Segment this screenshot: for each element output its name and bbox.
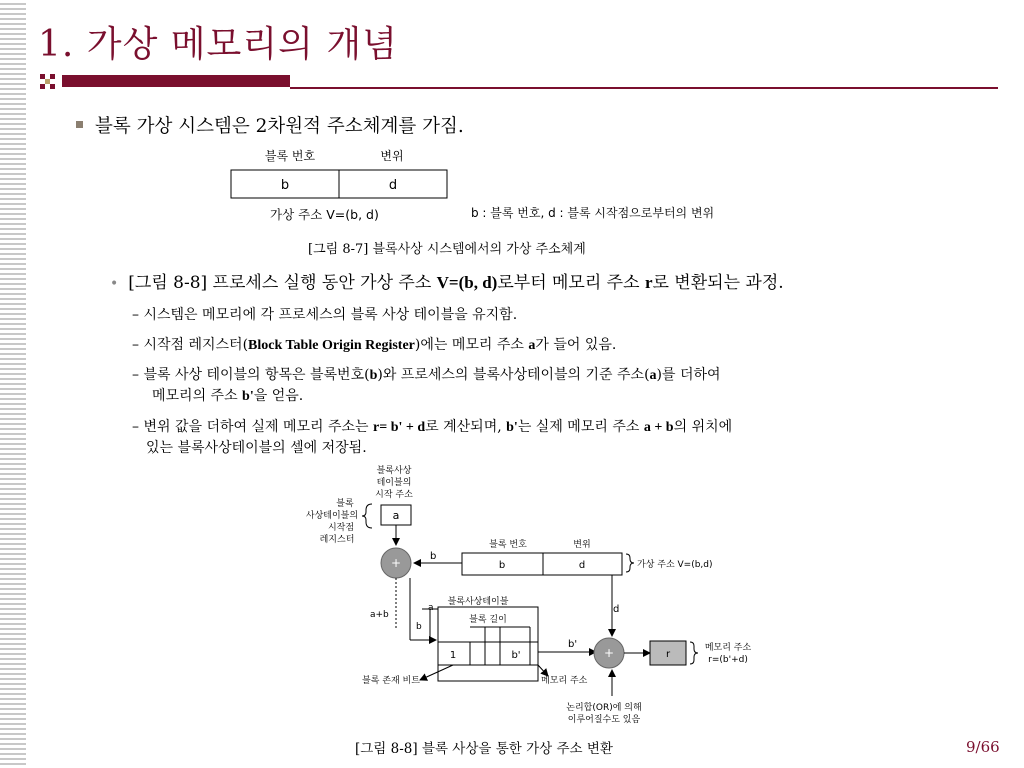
bmt-start-label-3: 시작 주소 <box>375 490 413 500</box>
mem-addr-label-2: r=(b'+d) <box>708 655 748 665</box>
table-mem-addr-label: 메모리 주소 <box>541 676 588 686</box>
bmt-start-label-1: 블록사상 <box>376 466 412 476</box>
slide-title: 1. 가상 메모리의 개념 <box>38 24 398 65</box>
fig1-header-offset: 변위 <box>380 149 404 163</box>
va-cell-d: d <box>578 560 586 571</box>
va-header-offset: 변위 <box>573 540 591 550</box>
register-label-4: 레지스터 <box>319 535 355 545</box>
mem-addr-label-1: 메모리 주소 <box>704 643 752 653</box>
adder-1-sign: + <box>390 556 402 570</box>
bmt-start-label-2: 테이블의 <box>376 478 412 488</box>
a-small-label: a <box>428 603 434 613</box>
page-number: 9/66 <box>966 738 1000 756</box>
fig1-header-block: 블록 번호 <box>264 149 316 163</box>
sub-item-3: – 블록 사상 테이블의 항목은 블록번호(b)와 프로세스의 블록사상테이블의 기준 주소(a)를 더하여 메모리의 주소 b'을 얻음. <box>132 367 721 404</box>
sub-item-4: – 변위 값을 더하여 실제 메모리 주소는 r= b' + d로 계산되며, b'는 실제 메모리 주소 a + b의 위치에 있는 블록사상테이블의 셀에 저장됨. <box>132 419 733 456</box>
register-label-1: 블록 <box>336 499 354 509</box>
bullet-block-virtual-system: 블록 가상 시스템은 2차원적 주소체계를 가짐. <box>76 112 464 138</box>
register-label-3: 시작점 <box>327 523 355 533</box>
sub-item-1: – 시스템은 메모리에 각 프로세스의 블록 사상 테이블을 유지함. <box>132 307 518 323</box>
sub-item-2: – 시작점 레지스터(Block Table Origin Register)에는 메모리 주소 a가 들어 있음. <box>132 337 617 353</box>
table-title: 블록사상테이블 <box>447 597 509 607</box>
b-arrow-label: b <box>430 551 437 562</box>
exist-bit-label: 블록 존재 비트 <box>362 676 420 686</box>
or-note-2: 이루어질수도 있음 <box>567 715 641 725</box>
fig1-cell-b: b <box>280 178 290 193</box>
figure2-caption: [그림 8-8] 블록 사상을 통한 가상 주소 변환 <box>355 741 613 757</box>
fig1-legend: b : 블록 번호, d : 블록 시작점으로부터의 변위 <box>471 206 715 220</box>
b-small-label: b <box>416 622 422 632</box>
register-brace <box>362 504 372 528</box>
b-prime-arrow-label: b' <box>568 639 578 650</box>
register-label-2: 사상테이블의 <box>305 511 359 521</box>
fig1-cell-d: d <box>388 178 398 193</box>
block-length-label: 블록 길이 <box>469 615 507 625</box>
va-cell-b: b <box>498 560 506 571</box>
a-plus-b-label: a+b <box>370 610 389 620</box>
result-value: r <box>665 649 671 660</box>
d-arrow-label: d <box>613 604 620 615</box>
va-header-block: 블록 번호 <box>489 540 527 550</box>
b-prime-cell: b' <box>511 650 521 661</box>
figure1-caption: [그림 8-7] 블록사상 시스템에서의 가상 주소체계 <box>308 242 586 257</box>
or-note-1: 논리합(OR)에 의해 <box>566 703 642 713</box>
register-value: a <box>392 509 400 522</box>
adder-2-sign: + <box>603 646 615 660</box>
bullet-process-translation: • [그림 8-8] 프로세스 실행 동안 가상 주소 V=(b, d)로부터 메모리 주소 r로 변환되는 과정. <box>110 273 784 293</box>
fig1-virtual-address: 가상 주소 V=(b, d) <box>270 207 379 222</box>
exist-bit-value: 1 <box>449 650 457 661</box>
va-label: 가상 주소 V=(b,d) <box>637 560 713 570</box>
dot-bullet-icon: • <box>110 276 119 292</box>
va-box <box>462 553 622 575</box>
